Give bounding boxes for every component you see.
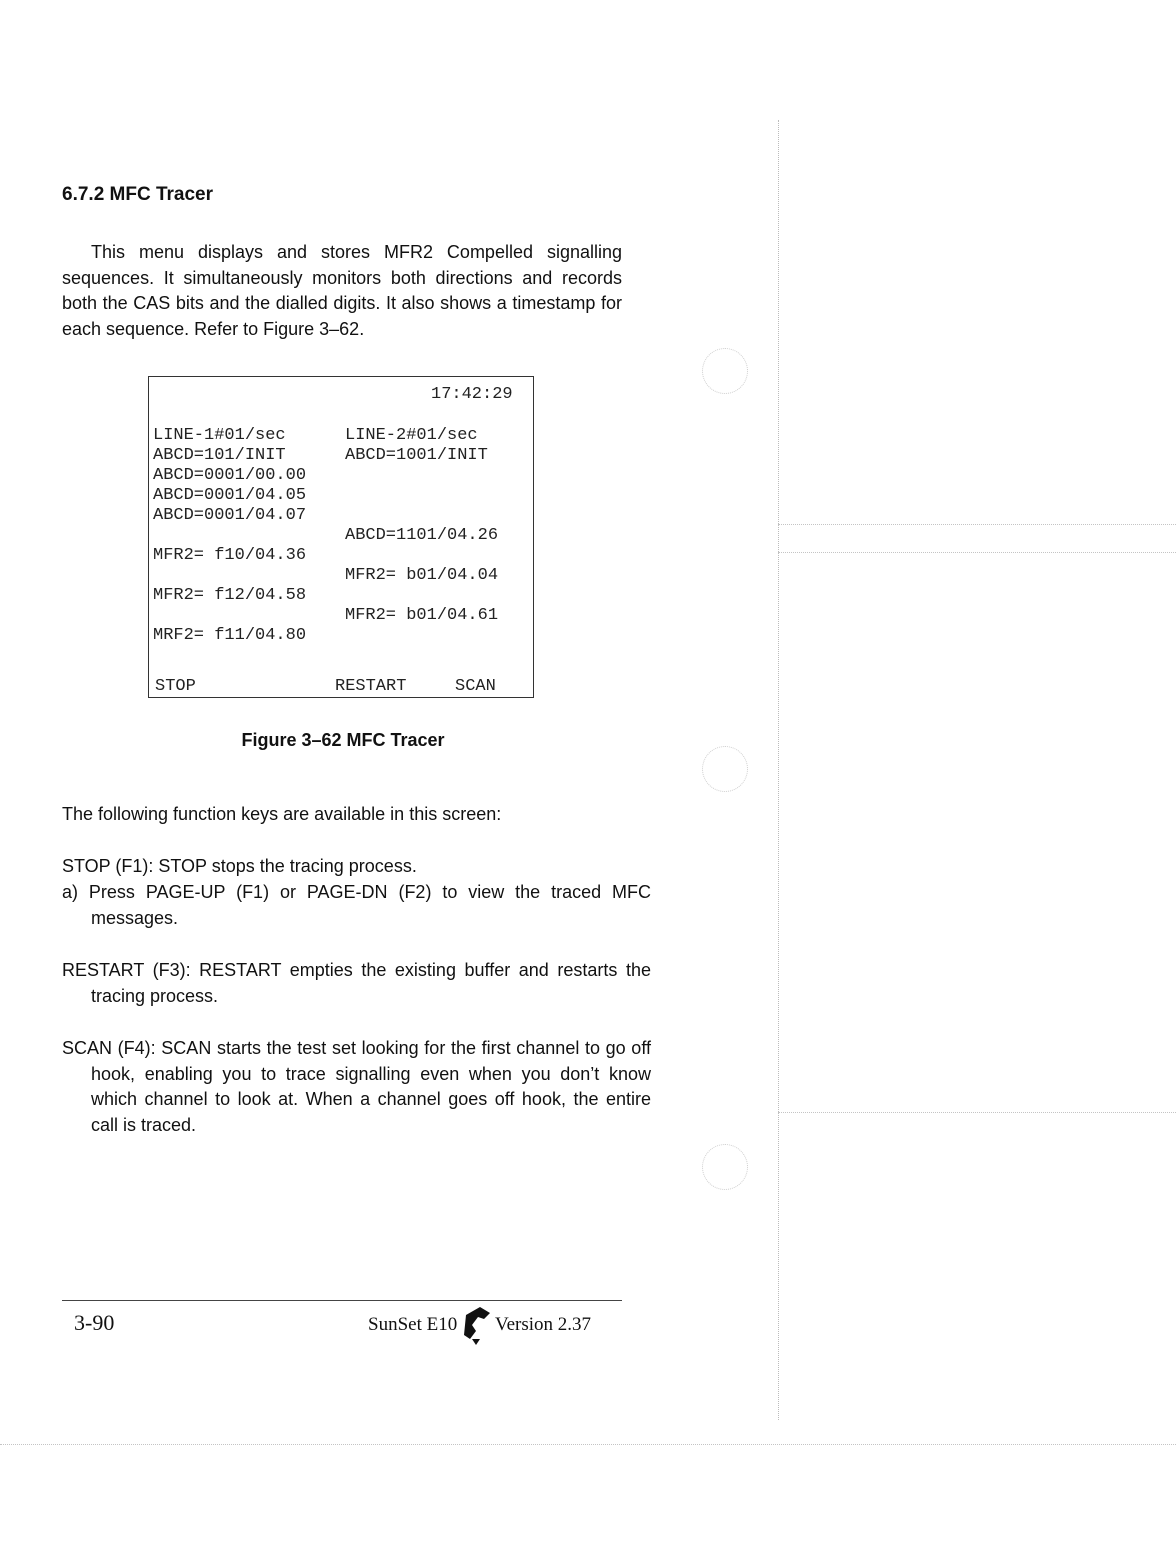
screen-line: MRF2= f11/04.80 [153,626,307,645]
screen-line [345,466,498,486]
softkey-scan[interactable]: SCAN [455,677,496,696]
screen-line [345,486,498,506]
screen-line: ABCD=101/INIT [153,446,286,465]
restart-description: RESTART (F3): RESTART empties the existing buffer and restarts the tracing process. [62,960,651,1006]
binder-hole [702,348,748,394]
screen-line: MFR2= b01/04.61 [345,606,499,625]
footer-rule [62,1300,622,1301]
screen-line: ABCD=0001/04.07 [153,506,307,525]
screen-line [345,506,498,526]
margin-dotted-line [778,524,1176,525]
screen-line [153,566,306,586]
margin-fold-line [778,120,779,1420]
scan-description: SCAN (F4): SCAN starts the test set looking for the first channel to go off hook, enabling you to trace signalling even when you don’t know which channel to look at. When a channel goes off hook, the entire call is traced. [62,1038,651,1135]
binder-hole [702,1144,748,1190]
keys-intro: The following function keys are available in this screen: [62,804,502,824]
screen-line: ABCD=0001/00.00 [153,466,307,485]
screen-line: MFR2= f12/04.58 [153,586,307,605]
screen-left-column [153,426,306,646]
screen-line: ABCD=1001/INIT [345,446,488,465]
phone-handset-icon [460,1305,494,1345]
product-name: SunSet E10 [368,1314,458,1335]
softkey-stop[interactable]: STOP [155,677,196,696]
screen-line: LINE-1#01/sec [153,426,286,445]
screen-line: ABCD=0001/04.05 [153,486,307,505]
margin-dotted-line [778,552,1176,553]
bottom-dotted-line [0,1444,1176,1445]
binder-hole [702,746,748,792]
screen-line: ABCD=1101/04.26 [345,526,499,545]
screen-line: MFR2= b01/04.04 [345,566,499,585]
screen-line: MFR2= f10/04.36 [153,546,307,565]
section-heading: 6.7.2 MFC Tracer [62,184,214,205]
version-label: Version 2.37 [495,1314,592,1335]
stop-description: STOP (F1): STOP stops the tracing process. [62,856,417,876]
intro-paragraph: This menu displays and stores MFR2 Compelled signalling sequences. It simultaneously monitors both directions and records both the CAS bits and the dialled digits. It also shows a timestamp for each sequence. Refer to Figure 3–62. [62,242,622,339]
screen-line [345,586,498,606]
mfc-tracer-screen [148,376,534,698]
screen-line [153,606,306,626]
screen-line [345,626,498,646]
screen-line: LINE-2#01/sec [345,426,478,445]
figure-caption: Figure 3–62 MFC Tracer [241,730,445,750]
stop-substep: a) Press PAGE-UP (F1) or PAGE-DN (F2) to view the traced MFC messages. [62,882,651,928]
softkey-restart[interactable]: RESTART [335,677,407,696]
margin-dotted-line [778,1112,1176,1113]
page-number: 3-90 [74,1310,115,1335]
screen-time: 17:42:29 [431,385,513,404]
screen-line [345,546,498,566]
screen-right-column [345,426,498,646]
screen-line [153,526,306,546]
